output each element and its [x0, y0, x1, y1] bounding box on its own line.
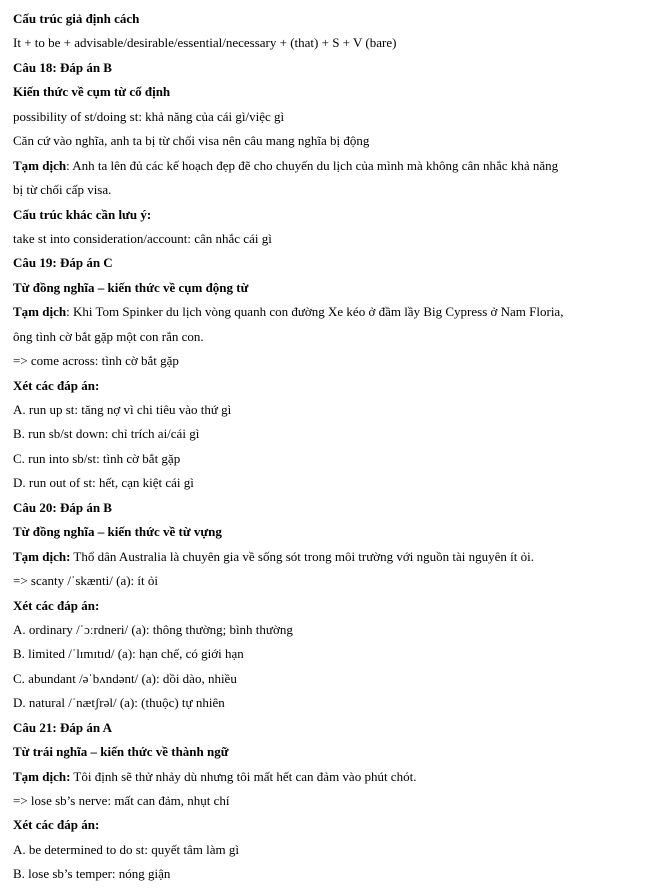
translation-text: : Khi Tom Spinker du lịch vòng quanh con đường Xe kéo ở đầm lầy Big Cypress ở Nam Floria,: [66, 304, 564, 320]
text-line: possibility of st/doing st: khả năng của cái gì/việc gì: [13, 108, 285, 124]
translation-text: : Anh ta lên đủ các kế hoạch đẹp đẽ cho chuyến du lịch của mình mà không cân nhắc khả năng: [66, 157, 559, 173]
text-line: It + to be + advisable/desirable/essential/necessary + (that) + S + V (bare): [13, 35, 397, 51]
translation-line: [13, 300, 650, 324]
section-heading: Từ đồng nghĩa – kiến thức về từ vựng: [13, 524, 222, 540]
text-line: => scanty /ˈskænti/ (a): ít ỏi: [13, 573, 159, 589]
text-line: D. run out of st: hết, cạn kiệt cái gì: [13, 475, 194, 491]
text-line: C. run into sb/st: tình cờ bắt gặp: [13, 450, 181, 466]
section-heading: Từ đồng nghĩa – kiến thức về cụm động từ: [13, 279, 249, 295]
translation-label: Tạm dịch:: [13, 768, 71, 784]
text-line: bị từ chối cấp visa.: [13, 182, 112, 198]
text-line: C. abundant /əˈbʌndənt/ (a): dồi dào, nhiều: [13, 670, 237, 686]
translation-text: Thổ dân Australia là chuyên gia về sống sót trong môi trường với nguồn tài nguyên ít ỏi.: [70, 548, 534, 564]
text-line: Căn cứ vào nghĩa, anh ta bị từ chối visa nên câu mang nghĩa bị động: [13, 133, 370, 149]
text-line: D. natural /ˈnætʃrəl/ (a): (thuộc) tự nhiên: [13, 695, 225, 711]
section-heading: Từ trái nghĩa – kiến thức về thành ngữ: [13, 744, 229, 760]
section-heading: Cấu trúc khác cần lưu ý:: [13, 206, 152, 222]
translation-line: [13, 765, 650, 789]
section-heading: Xét các đáp án:: [13, 597, 100, 613]
text-line: take st into consideration/account: cân nhắc cái gì: [13, 230, 272, 246]
text-line: B. lose sb’s temper: nóng giận: [13, 866, 171, 882]
text-line: => come across: tình cờ bắt gặp: [13, 353, 179, 369]
section-heading: Xét các đáp án:: [13, 817, 100, 833]
translation-label: Tạm dịch: [13, 304, 67, 320]
translation-label: Tạm dịch: [13, 157, 67, 173]
text-line: A. be determined to do st: quyết tâm làm gì: [13, 841, 240, 857]
section-heading: Câu 18: Đáp án B: [13, 59, 112, 75]
text-line: B. limited /ˈlɪmɪtɪd/ (a): hạn chế, có giới hạn: [13, 646, 244, 662]
section-heading: Cấu trúc giả định cách: [13, 11, 140, 26]
section-heading: Xét các đáp án:: [13, 377, 100, 393]
translation-line: [13, 154, 650, 178]
section-heading: Kiến thức về cụm từ cố định: [13, 84, 171, 100]
text-line: A. ordinary /ˈɔːrdneri/ (a): thông thường; bình thường: [13, 621, 293, 637]
translation-text: Tôi định sẽ thử nhảy dù nhưng tôi mất hết can đảm vào phút chót.: [70, 768, 417, 784]
text-line: ông tình cờ bắt gặp một con rắn con.: [13, 328, 204, 344]
translation-label: Tạm dịch:: [13, 548, 71, 564]
translation-line: [13, 545, 650, 569]
text-line: A. run up st: tăng nợ vì chi tiêu vào thứ gì: [13, 402, 232, 417]
text-line: B. run sb/st down: chỉ trích ai/cái gì: [13, 426, 200, 442]
section-heading: Câu 21: Đáp án A: [13, 719, 112, 735]
section-heading: Câu 20: Đáp án B: [13, 499, 112, 515]
section-heading: Câu 19: Đáp án C: [13, 255, 113, 271]
text-line: => lose sb’s nerve: mất can đảm, nhụt chí: [13, 793, 230, 808]
